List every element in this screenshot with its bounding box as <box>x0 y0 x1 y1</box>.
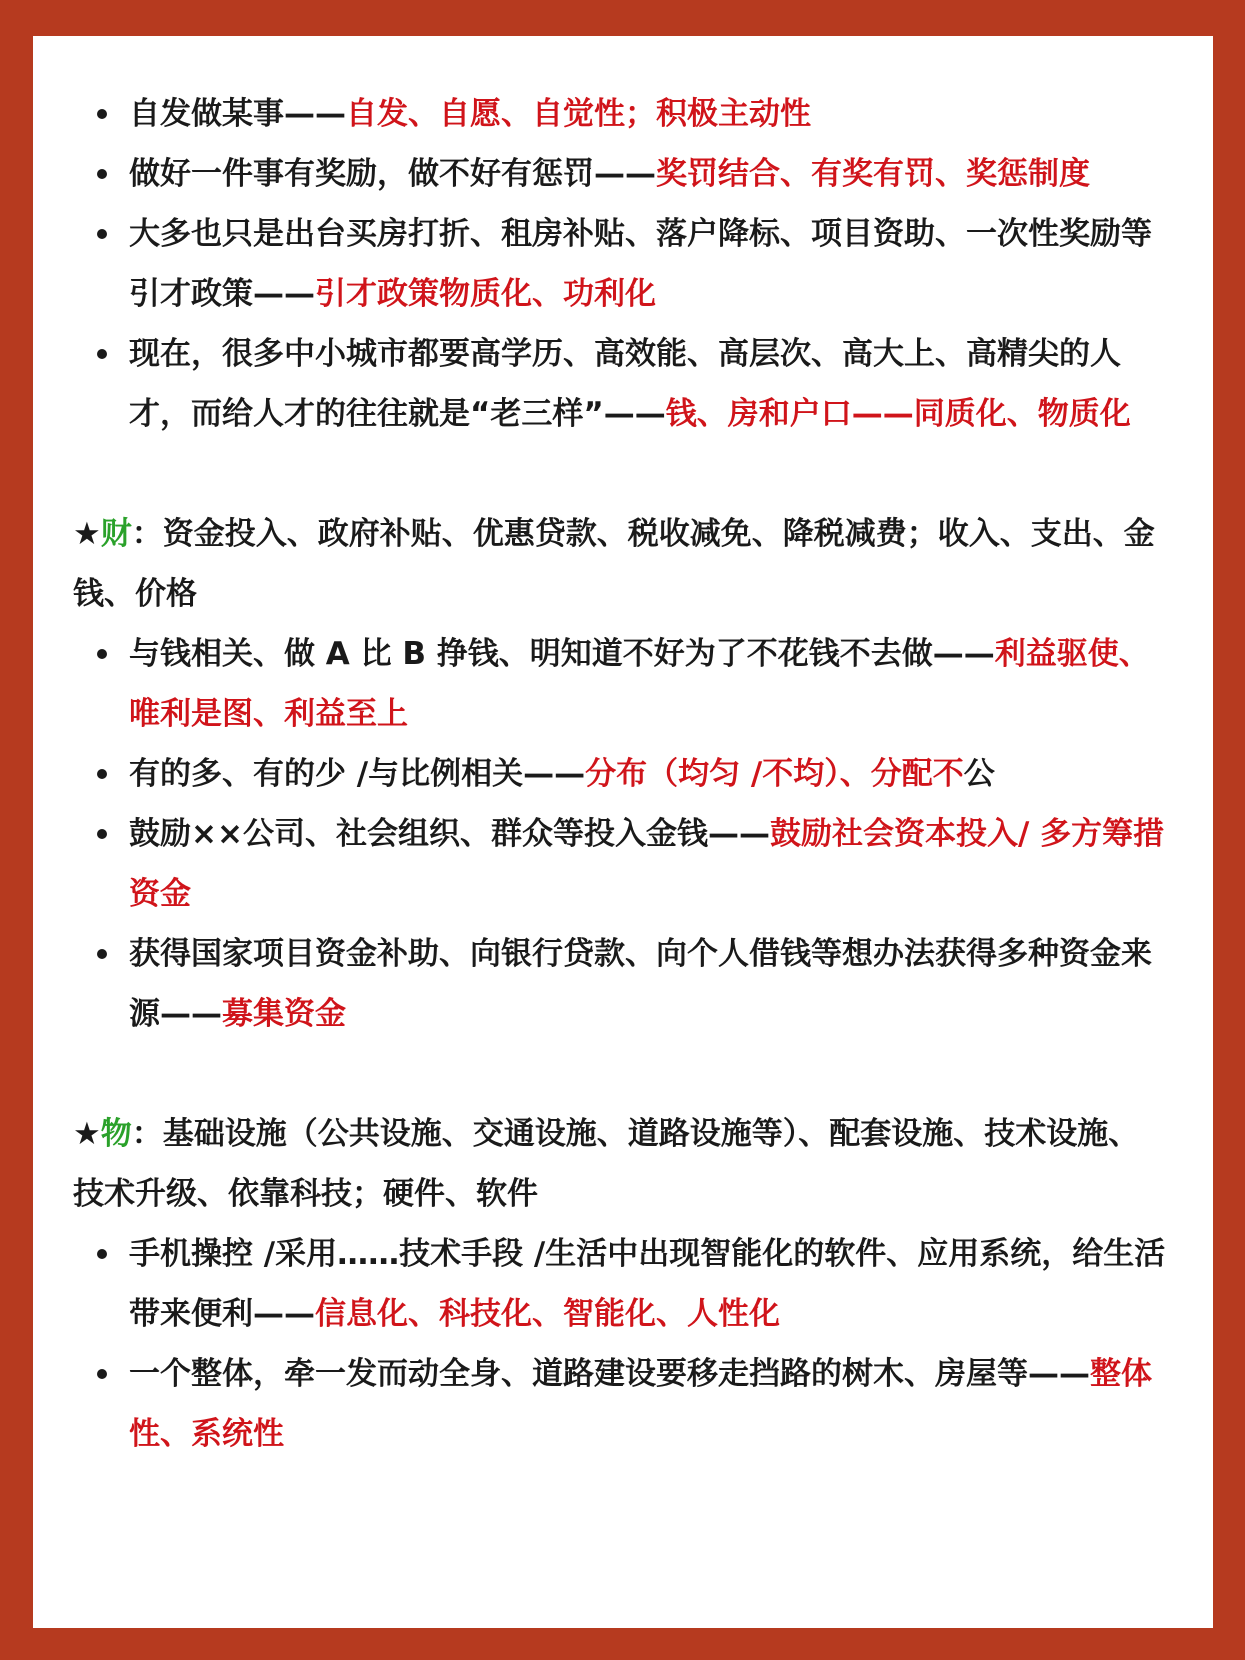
item-tail: 公 <box>963 756 995 792</box>
item-keywords: 整体性、系统性 <box>129 1356 1152 1452</box>
item-keywords: 分布（均匀 /不均）、分配不 <box>585 756 964 792</box>
item-keywords: 利益驱使、唯利是图、利益至上 <box>129 636 1150 732</box>
intro-list <box>73 84 1167 444</box>
section-title: 财 <box>100 516 132 552</box>
item-text: 大多也只是出台买房打折、租房补贴、落户降标、项目资助、一次性奖励等引才政策—— <box>129 216 1152 312</box>
bullet-icon <box>97 349 107 359</box>
item-keywords: 募集资金 <box>222 996 346 1032</box>
item-keywords: 信息化、科技化、智能化、人性化 <box>315 1296 780 1332</box>
section-title: 物 <box>100 1116 132 1152</box>
item-text: 手机操控 /采用……技术手段 /生活中出现智能化的软件、应用系统，给生活带来便利—— <box>129 1236 1166 1332</box>
bullet-icon <box>97 1249 107 1259</box>
bullet-icon <box>97 109 107 119</box>
item-text: 有的多、有的少 /与比例相关—— <box>129 756 586 792</box>
bullet-icon <box>97 229 107 239</box>
item-keywords: 钱、房和户口——同质化、物质化 <box>665 396 1131 432</box>
bullet-icon <box>97 949 107 959</box>
section-cai <box>73 504 1167 1044</box>
item-text: 现在，很多中小城市都要高学历、高效能、高层次、高大上、高精尖的人才，而给人才的往往就是“老三样”—— <box>129 336 1121 432</box>
list-item <box>73 1344 1167 1464</box>
item-text: 鼓励××公司、社会组织、群众等投入金钱—— <box>129 816 770 852</box>
bullet-icon <box>97 829 107 839</box>
section-desc: ：资金投入、政府补贴、优惠贷款、税收减免、降税减费；收入、支出、金钱、价格 <box>73 516 1155 612</box>
section-desc: ：基础设施（公共设施、交通设施、道路设施等）、配套设施、技术设施、技术升级、依靠科技；硬件、软件 <box>73 1116 1140 1212</box>
section-wu <box>73 1104 1167 1464</box>
star-icon: ★ <box>73 516 101 552</box>
section-heading <box>73 1104 1167 1224</box>
bullet-icon <box>97 1369 107 1379</box>
list-item <box>73 924 1167 1044</box>
item-keywords: 鼓励社会资本投入/ 多方筹措资金 <box>129 816 1165 912</box>
bullet-icon <box>97 769 107 779</box>
list-item <box>73 204 1167 324</box>
item-text: 自发做某事—— <box>129 96 346 132</box>
item-keywords: 奖罚结合、有奖有罚、奖惩制度 <box>656 156 1090 192</box>
star-icon: ★ <box>73 1116 101 1152</box>
list-item <box>73 84 1167 144</box>
list-item <box>73 804 1167 924</box>
list-item <box>73 744 1167 804</box>
item-text: 与钱相关、做 A 比 B 挣钱、明知道不好为了不花钱不去做—— <box>129 636 995 672</box>
section-heading <box>73 504 1167 624</box>
list-item <box>73 1224 1167 1344</box>
item-keywords: 引才政策物质化、功利化 <box>315 276 656 312</box>
list-item <box>73 324 1167 444</box>
bullet-icon <box>97 649 107 659</box>
list-item <box>73 624 1167 744</box>
item-text: 一个整体，牵一发而动全身、道路建设要移走挡路的树木、房屋等—— <box>129 1356 1090 1392</box>
item-keywords: 自发、自愿、自觉性；积极主动性 <box>346 96 811 132</box>
bullet-icon <box>97 169 107 179</box>
content-card <box>33 36 1213 1628</box>
list-item <box>73 144 1167 204</box>
item-text: 做好一件事有奖励，做不好有惩罚—— <box>129 156 656 192</box>
item-text: 获得国家项目资金补助、向银行贷款、向个人借钱等想办法获得多种资金来源—— <box>129 936 1152 1032</box>
